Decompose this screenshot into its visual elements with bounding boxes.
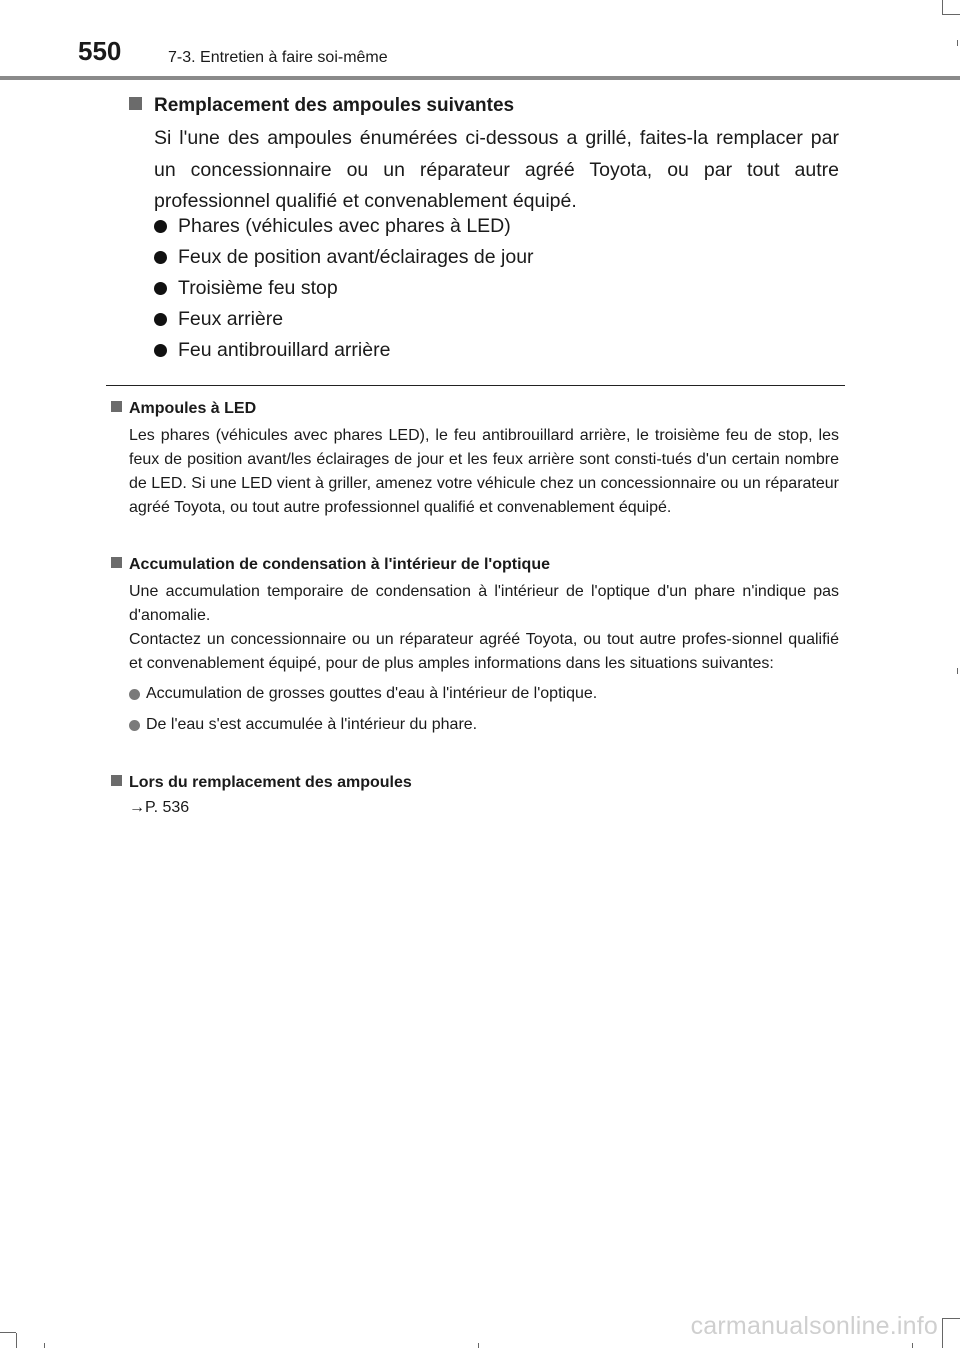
- crop-mark: [942, 0, 943, 14]
- note-heading: [111, 773, 839, 793]
- crop-mark: [0, 1332, 16, 1333]
- bullet-dot-icon: [154, 313, 167, 326]
- page-number: 550: [78, 36, 122, 66]
- list-item-text: De l'eau s'est accumulée à l'intérieur du phare.: [146, 716, 478, 733]
- note-led: [111, 399, 839, 520]
- list-item: [154, 276, 534, 307]
- list-item-text: Feux de position avant/éclairages de jour: [178, 246, 534, 268]
- bullet-dot-icon: [154, 220, 167, 233]
- crop-mark: [478, 1343, 479, 1348]
- list-item: [154, 338, 534, 369]
- list-item: [154, 307, 534, 338]
- crop-mark: [44, 1343, 45, 1348]
- list-item-text: Feux arrière: [178, 308, 284, 330]
- note-condensation: [111, 555, 839, 746]
- list-item-text: Accumulation de grosses gouttes d'eau à l'intérieur de l'optique.: [146, 685, 598, 702]
- crop-mark: [942, 1318, 960, 1319]
- section-heading-text: Remplacement des ampoules suivantes: [154, 95, 515, 116]
- square-bullet-icon: [111, 775, 122, 786]
- note-heading-text: Ampoules à LED: [129, 400, 257, 417]
- crop-mark: [957, 668, 958, 674]
- crop-mark: [912, 1343, 913, 1348]
- bullet-dot-icon: [129, 720, 140, 731]
- bullet-dot-icon: [154, 344, 167, 357]
- condensation-list: [111, 684, 839, 746]
- list-item: [129, 684, 839, 715]
- bullet-dot-icon: [154, 282, 167, 295]
- list-item-text: Feu antibrouillard arrière: [178, 339, 391, 361]
- note-heading-text: Accumulation de condensation à l'intérieur de l'optique: [129, 556, 550, 573]
- note-body: Une accumulation temporaire de condensation à l'intérieur de l'optique d'un phare n'indique pas d'anomalie.: [129, 583, 839, 624]
- list-item: [154, 214, 534, 245]
- crop-mark: [957, 40, 958, 46]
- square-bullet-icon: [111, 401, 122, 412]
- bulb-list: [154, 214, 534, 369]
- square-bullet-icon: [111, 557, 122, 568]
- square-bullet-icon: [129, 97, 142, 110]
- list-item-text: Phares (véhicules avec phares à LED): [178, 215, 511, 237]
- crop-mark: [942, 14, 960, 15]
- list-item: [129, 715, 839, 746]
- header-rule: [0, 76, 960, 80]
- watermark: carmanualsonline.info: [690, 1312, 938, 1340]
- note-heading: [111, 399, 839, 419]
- section-title: 7-3. Entretien à faire soi-même: [168, 49, 388, 66]
- page-reference-link[interactable]: →P. 536: [129, 799, 190, 816]
- bullet-dot-icon: [129, 689, 140, 700]
- crop-mark: [942, 1319, 943, 1348]
- section-heading: [129, 94, 514, 118]
- note-heading-text: Lors du remplacement des ampoules: [129, 774, 412, 791]
- note-body: Les phares (véhicules avec phares LED), le feu antibrouillard arrière, le troisième feu de stop, les feux de position avant/les éclairages de jour et les feux arrière sont consti-tués d'un certain nombre de LED. Si une LED vient à griller, amenez votre véhicule chez un concessionnaire ou un réparateur agréé Toyota, ou tout autre professionnel qualifié et convenablement équipé.: [129, 427, 839, 516]
- bullet-dot-icon: [154, 251, 167, 264]
- section-divider: [106, 385, 845, 386]
- list-item-text: Troisième feu stop: [178, 277, 338, 299]
- list-item: [154, 245, 534, 276]
- note-body: Contactez un concessionnaire ou un réparateur agréé Toyota, ou tout autre profes-sionnel qualifié et convenablement équipé, pour de plus amples informations dans les situations suivantes:: [129, 631, 839, 672]
- intro-paragraph: Si l'une des ampoules énumérées ci-dessous a grillé, faites-la remplacer par un concessionnaire ou un réparateur agréé Toyota, ou par tout autre professionnel qualifié et convenablement équipé.: [154, 127, 839, 212]
- note-replacement: [111, 773, 839, 818]
- note-heading: [111, 555, 839, 575]
- crop-mark: [16, 1333, 17, 1348]
